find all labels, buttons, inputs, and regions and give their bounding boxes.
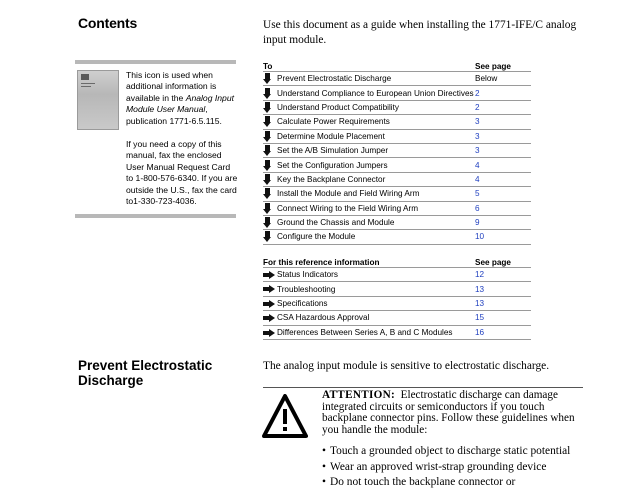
- down-arrow-icon: [263, 174, 272, 185]
- toc-row[interactable]: [263, 72, 531, 86]
- toc-page-link[interactable]: 2: [475, 86, 531, 100]
- esd-guidelines-list: [322, 444, 584, 491]
- toc-label: Understand Compliance to European Union Directives: [277, 86, 475, 100]
- down-arrow-icon: [263, 131, 272, 142]
- toc-page-link[interactable]: 4: [475, 158, 531, 172]
- ref-page-link[interactable]: 15: [475, 311, 531, 325]
- toc-table: [263, 60, 531, 245]
- guideline-item: • Touch a grounded object to discharge static potential: [322, 444, 584, 460]
- toc-row[interactable]: [263, 100, 531, 114]
- ref-row[interactable]: [263, 325, 531, 339]
- toc-label: Ground the Chassis and Module: [277, 215, 475, 229]
- down-arrow-icon: [263, 203, 272, 214]
- toc-page-link[interactable]: 4: [475, 172, 531, 186]
- attention-label: ATTENTION:: [322, 389, 396, 401]
- toc-row[interactable]: [263, 86, 531, 100]
- toc-label: Install the Module and Field Wiring Arm: [277, 187, 475, 201]
- toc-label: Key the Backplane Connector: [277, 172, 475, 186]
- ref-page-link[interactable]: 13: [475, 282, 531, 296]
- toc-label: Prevent Electrostatic Discharge: [277, 72, 475, 86]
- down-arrow-icon: [263, 116, 272, 127]
- toc-row[interactable]: [263, 143, 531, 157]
- toc-row[interactable]: [263, 187, 531, 201]
- ref-page-link[interactable]: 13: [475, 296, 531, 310]
- attention-text: ATTENTION: Electrostatic discharge can damage integrated circuits or semiconductors if you touch backplane connector pins. Follow these guidelines when you handle the module:: [322, 389, 575, 436]
- ref-row[interactable]: [263, 282, 531, 296]
- side-note-rule: [75, 214, 236, 218]
- toc-row[interactable]: [263, 158, 531, 172]
- toc-page-link: Below: [475, 72, 531, 86]
- right-arrow-icon: [263, 271, 275, 279]
- ref-page-link[interactable]: 16: [475, 325, 531, 339]
- right-arrow-icon: [263, 300, 275, 308]
- contents-heading: Contents: [78, 15, 138, 31]
- toc-row[interactable]: [263, 172, 531, 186]
- toc-page-link[interactable]: 3: [475, 115, 531, 129]
- down-arrow-icon: [263, 88, 272, 99]
- side-note-p1: This icon is used when additional information is available in the Analog Input Module User Manual, publication 1771-6.5.115.: [126, 70, 234, 126]
- ref-label: Troubleshooting: [277, 282, 475, 296]
- ref-col-page: See page: [475, 258, 511, 267]
- toc-label: Calculate Power Requirements: [277, 115, 475, 129]
- toc-page-link[interactable]: 9: [475, 215, 531, 229]
- toc-label: Understand Product Compatibility: [277, 100, 475, 114]
- down-arrow-icon: [263, 217, 272, 228]
- ref-page-link[interactable]: 12: [475, 268, 531, 282]
- toc-page-link[interactable]: 5: [475, 187, 531, 201]
- ref-row[interactable]: [263, 296, 531, 310]
- toc-label: Connect Wiring to the Field Wiring Arm: [277, 201, 475, 215]
- guideline-item: • Wear an approved wrist-strap grounding device: [322, 460, 584, 476]
- right-arrow-icon: [263, 314, 275, 322]
- toc-row[interactable]: [263, 215, 531, 229]
- toc-label: Determine Module Placement: [277, 129, 475, 143]
- down-arrow-icon: [263, 145, 272, 156]
- down-arrow-icon: [263, 102, 272, 113]
- toc-col-page: See page: [475, 62, 511, 71]
- contents-rule: [75, 60, 236, 64]
- ref-row[interactable]: [263, 268, 531, 282]
- warning-triangle-icon: [262, 394, 308, 438]
- ref-label: Status Indicators: [277, 268, 475, 282]
- intro-text: Use this document as a guide when installing the 1771-IFE/C analog input module.: [263, 19, 577, 46]
- toc-row[interactable]: [263, 129, 531, 143]
- toc-page-link[interactable]: 6: [475, 201, 531, 215]
- toc-page-link[interactable]: 3: [475, 129, 531, 143]
- toc-label: Configure the Module: [277, 230, 475, 244]
- down-arrow-icon: [263, 231, 272, 242]
- toc-row[interactable]: [263, 230, 531, 244]
- attention-rule: [263, 387, 583, 388]
- esd-heading: Prevent Electrostatic Discharge: [78, 358, 213, 388]
- guideline-item: • Do not touch the backplane connector or: [322, 475, 584, 491]
- toc-label: Set the Configuration Jumpers: [277, 158, 475, 172]
- ref-col-info: For this reference information: [263, 258, 380, 267]
- ref-label: Specifications: [277, 296, 475, 310]
- toc-row[interactable]: [263, 201, 531, 215]
- ref-label: CSA Hazardous Approval: [277, 311, 475, 325]
- side-note-p2: If you need a copy of this manual, fax the enclosed User Manual Request Card to 1-800-576-6340. If you are outside the U.S., fax the card to1-330-723-4036.: [126, 139, 238, 207]
- toc-col-to: To: [263, 62, 273, 71]
- toc-page-link[interactable]: 10: [475, 230, 531, 244]
- down-arrow-icon: [263, 188, 272, 199]
- toc-page-link[interactable]: 3: [475, 143, 531, 157]
- toc-row[interactable]: [263, 115, 531, 129]
- ref-label: Differences Between Series A, B and C Modules: [277, 325, 475, 339]
- down-arrow-icon: [263, 160, 272, 171]
- right-arrow-icon: [263, 285, 275, 293]
- manual-book-icon: [77, 70, 119, 130]
- esd-intro: The analog input module is sensitive to electrostatic discharge.: [263, 360, 550, 372]
- toc-label: Set the A/B Simulation Jumper: [277, 143, 475, 157]
- right-arrow-icon: [263, 329, 275, 337]
- toc-page-link[interactable]: 2: [475, 100, 531, 114]
- reference-table: [263, 256, 531, 340]
- down-arrow-icon: [263, 73, 272, 84]
- ref-row[interactable]: [263, 311, 531, 325]
